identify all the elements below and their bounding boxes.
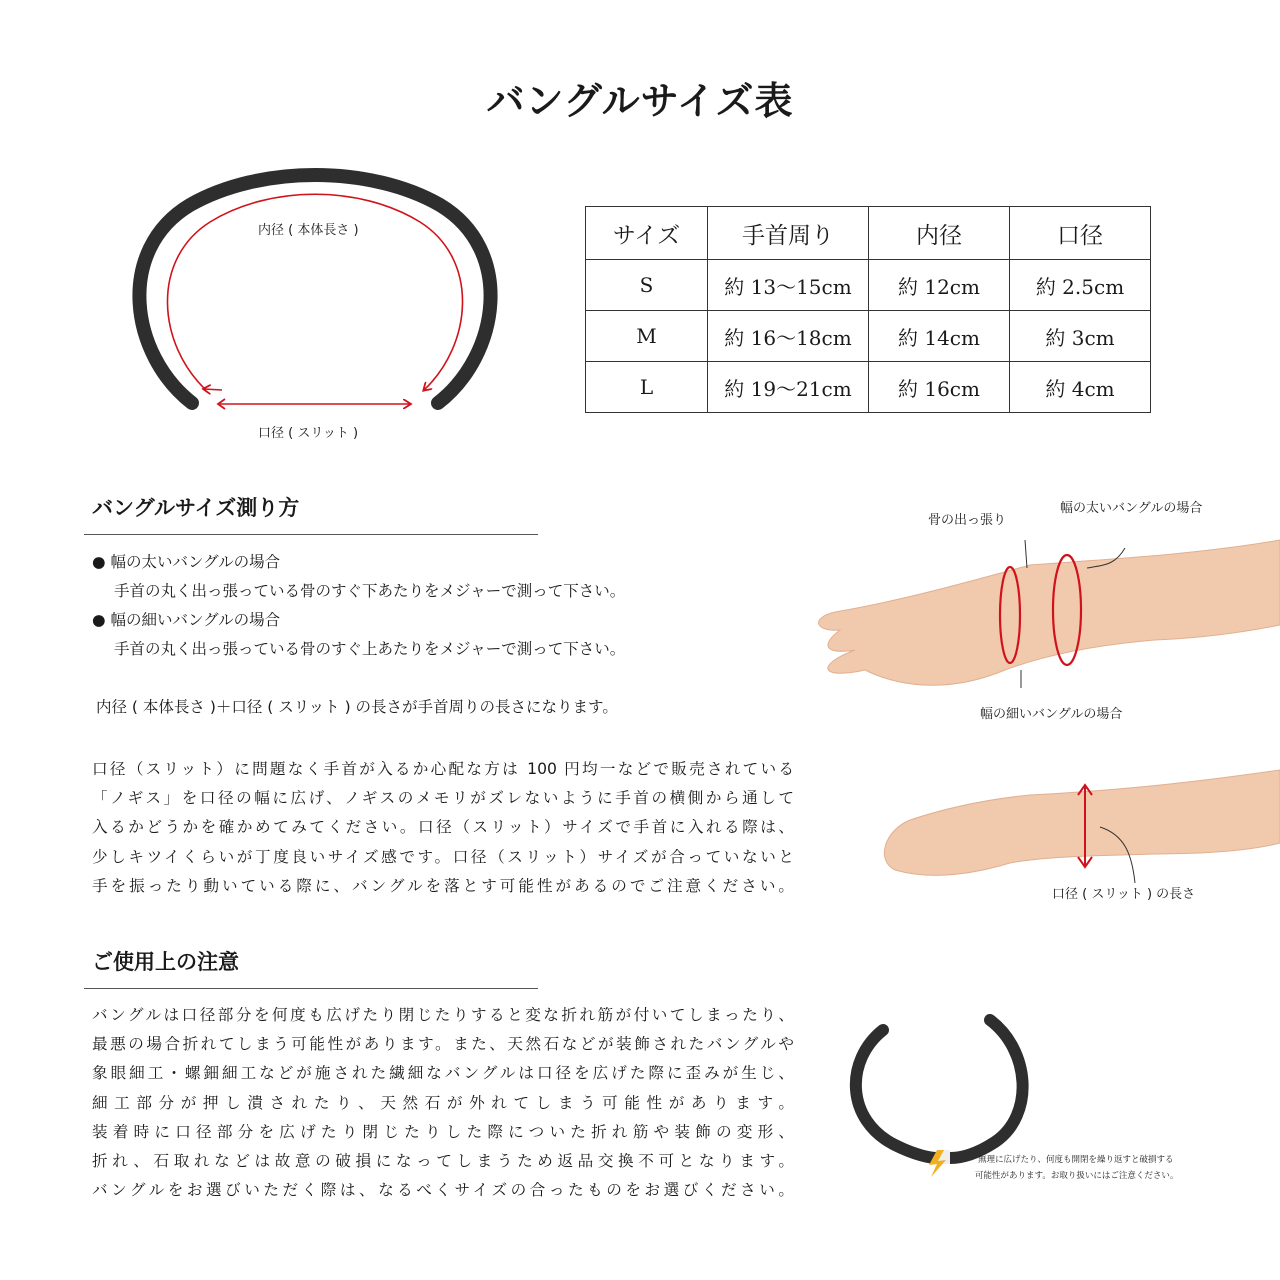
narrow-bangle-desc: 手首の丸く出っ張っている骨のすぐ上あたりをメジャーで測って下さい。 bbox=[114, 640, 626, 658]
measure-heading: バングルサイズ測り方 bbox=[92, 495, 300, 520]
size-formula: 内径 ( 本体長さ )＋口径 ( スリット ) の長さが手首周りの長さになります。 bbox=[96, 698, 618, 716]
narrow-bangle-label: 幅の細いバングルの場合 bbox=[980, 707, 1123, 722]
caution-note-line: 可能性があります。お取り扱いにはご注意ください。 bbox=[975, 1171, 1179, 1181]
table-cell: 約 16～18cm bbox=[708, 311, 869, 362]
measure-divider bbox=[84, 534, 538, 535]
wide-bangle-title: ● 幅の太いバングルの場合 bbox=[92, 553, 281, 571]
table-row bbox=[586, 260, 1151, 311]
caution-heading: ご使用上の注意 bbox=[92, 949, 239, 974]
inner-diameter-label: 内径 ( 本体長さ ) bbox=[258, 223, 359, 238]
wide-bangle-desc: 手首の丸く出っ張っている骨のすぐ下あたりをメジャーで測って下さい。 bbox=[114, 582, 626, 600]
table-header-row bbox=[586, 207, 1151, 260]
slit-label: 口径 ( スリット ) bbox=[258, 426, 359, 441]
paragraph-line: 細工部分が押し潰されたり、天然石が外れてしまう可能性があります。 bbox=[92, 1093, 794, 1112]
paragraph-line: 入るかどうかを確かめてみてください。口径（スリット）サイズで手首に入れる際は、 bbox=[92, 818, 794, 837]
slit-length-label: 口径 ( スリット ) の長さ bbox=[1052, 887, 1196, 902]
bone-label: 骨の出っ張り bbox=[928, 513, 1007, 528]
page-title: バングルサイズ表 bbox=[486, 78, 794, 123]
table-cell: 約 13～15cm bbox=[708, 260, 869, 311]
wrist-illustration-top bbox=[795, 520, 1280, 710]
paragraph-line: 手を振ったり動いている際に、バングルを落とす可能性があるのでご注意ください。 bbox=[92, 876, 794, 895]
header-wrist: 手首周り bbox=[708, 207, 869, 260]
inner-arrow-start bbox=[204, 389, 222, 390]
table-cell: L bbox=[586, 362, 708, 413]
paragraph-line: 少しキツイくらいが丁度良いサイズ感です。口径（スリット）サイズが合っていないと bbox=[92, 847, 794, 866]
caution-divider bbox=[84, 988, 538, 989]
bangle-shape bbox=[139, 175, 490, 403]
table-cell: 約 2.5cm bbox=[1010, 260, 1151, 311]
header-slit: 口径 bbox=[1010, 207, 1151, 260]
wide-bangle-label: 幅の太いバングルの場合 bbox=[1060, 501, 1203, 516]
paragraph-line: 最悪の場合折れてしまう可能性があります。また、天然石などが装飾されたバングルや bbox=[92, 1035, 794, 1054]
wrist-illustration-bottom bbox=[870, 765, 1280, 890]
caution-paragraph bbox=[92, 1001, 794, 1205]
table-cell: 約 4cm bbox=[1010, 362, 1151, 413]
header-size: サイズ bbox=[586, 207, 708, 260]
table-cell: 約 16cm bbox=[869, 362, 1010, 413]
table-cell: S bbox=[586, 260, 708, 311]
narrow-bangle-title: ● 幅の細いバングルの場合 bbox=[92, 611, 281, 629]
arm-shape bbox=[819, 540, 1280, 685]
table-row bbox=[586, 311, 1151, 362]
paragraph-line: 「ノギス」を口径の幅に広げ、ノギスのメモリがズレないように手首の横側から通して bbox=[92, 789, 794, 808]
size-table bbox=[585, 206, 1151, 413]
paragraph-line: バングルは口径部分を何度も広げたり閉じたりすると変な折れ筋が付いてしまったり、 bbox=[92, 1006, 794, 1024]
paragraph-line: 口径（スリット）に問題なく手首が入るか心配な方は 100 円均一などで販売されている bbox=[92, 760, 794, 778]
caliper-paragraph bbox=[92, 755, 794, 901]
paragraph-line: 装着時に口径部分を広げたり閉じたりした際についた折れ筋や装飾の変形、 bbox=[92, 1122, 794, 1141]
table-cell: 約 14cm bbox=[869, 311, 1010, 362]
table-cell: 約 19～21cm bbox=[708, 362, 869, 413]
table-cell: M bbox=[586, 311, 708, 362]
caution-note-line: 無理に広げたり、何度も開閉を繰り返すと破損する bbox=[978, 1155, 1174, 1165]
arm-shape bbox=[884, 770, 1280, 875]
table-cell: 約 3cm bbox=[1010, 311, 1151, 362]
header-inner: 内径 bbox=[869, 207, 1010, 260]
paragraph-line: 象眼細工・螺鈿細工などが施された繊細なバングルは口径を広げた際に歪みが生じ、 bbox=[92, 1064, 794, 1083]
paragraph-line: バングルをお選びいただく際は、なるべくサイズの合ったものをお選びください。 bbox=[92, 1181, 794, 1200]
table-cell: 約 12cm bbox=[869, 260, 1010, 311]
paragraph-line: 折れ、石取れなどは故意の破損になってしまうため返品交換不可となります。 bbox=[92, 1152, 794, 1171]
table-row bbox=[586, 362, 1151, 413]
bangle-diagram bbox=[120, 160, 510, 450]
